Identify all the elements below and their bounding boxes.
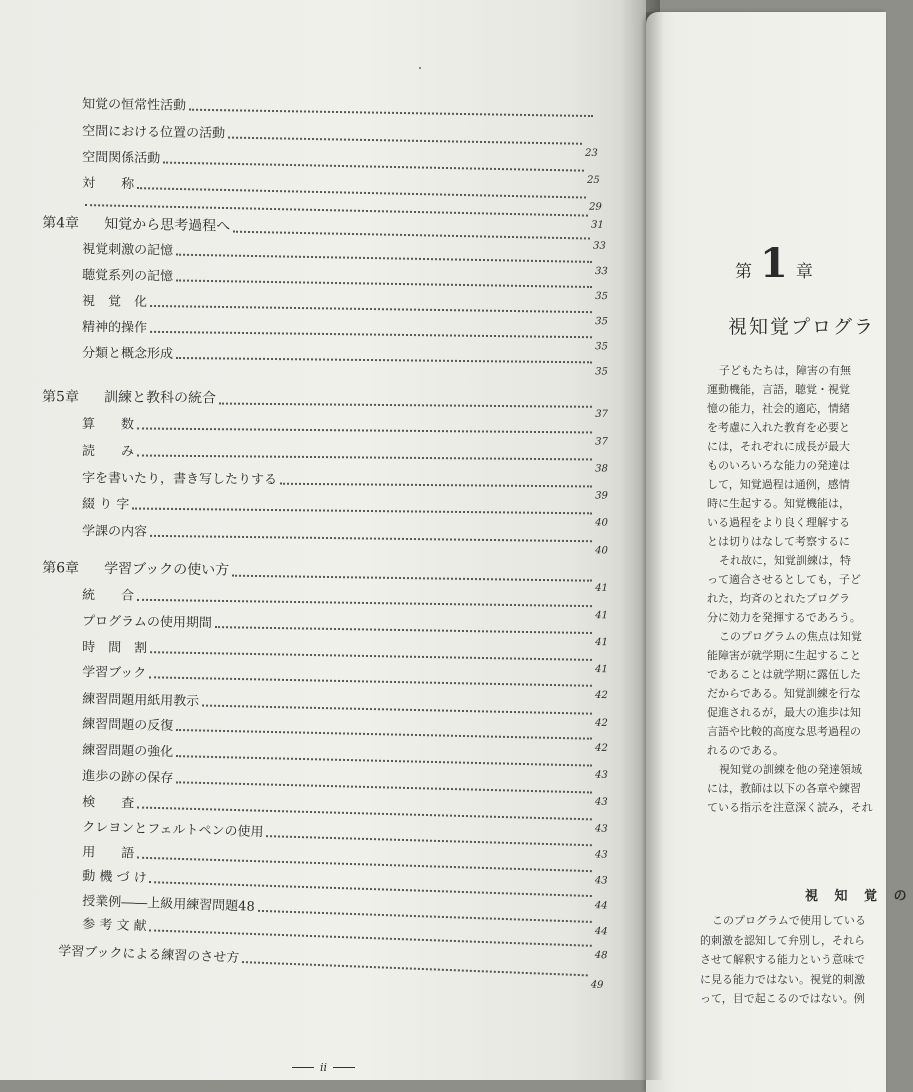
toc-entry-label (82, 93, 186, 114)
body-text-line: して，知覚過程は通例，感情 (707, 478, 850, 491)
toc-leader-dots (228, 137, 582, 145)
body-text-line: それ故に，知覚訓練は，特 (719, 554, 851, 567)
toc-chapter-row (42, 386, 608, 420)
toc-entry-label (82, 913, 147, 934)
toc-entry-label (82, 467, 277, 488)
toc-entry-label (82, 520, 147, 540)
toc-entry-label (82, 172, 134, 192)
speck (419, 67, 421, 69)
toc-page-number: 40 (595, 545, 608, 557)
toc-entry-label (82, 688, 199, 709)
toc-page-number: 35 (595, 366, 608, 378)
toc-page-number: 39 (595, 490, 608, 502)
body-text-line: 運動機能，言語，聴覚・視覚 (707, 383, 850, 396)
toc-page-number: 44 (594, 926, 608, 938)
toc-entry-text: 練習問題の反復 (82, 717, 174, 734)
toc-entry-label (82, 493, 129, 512)
toc-page-number: 42 (594, 717, 608, 730)
body-text-line: には，それぞれに成長が最大 (707, 440, 850, 453)
toc-leader-dots (137, 187, 586, 198)
toc-page-number: 35 (595, 291, 608, 303)
toc-leader-dots (150, 535, 592, 542)
toc-page-number: 38 (595, 463, 608, 475)
toc-leader-dots (132, 508, 592, 515)
body-text-line: 憶の能力，社会的適応，情緒 (707, 402, 850, 415)
toc-page-number: 44 (594, 900, 608, 912)
toc-leader-dots (232, 575, 592, 582)
toc-entry-text: 授業例――上級用練習問題48 (82, 894, 255, 915)
toc-page-number: 48 (594, 949, 608, 962)
body-text-line: だからである。知覚訓練を行な (707, 687, 861, 700)
toc-leader-dots (176, 755, 592, 766)
toc-page-number: 43 (594, 796, 608, 808)
toc-entry (82, 93, 596, 120)
toc-entry-text: 知覚の恒常性活動 (82, 97, 187, 114)
body-text-line: であることは就学期に露伍した (707, 668, 861, 681)
toc-entry-label (42, 386, 216, 408)
page-folio (292, 1061, 355, 1074)
toc-entry-label (82, 739, 173, 760)
toc-leader-dots (137, 454, 592, 460)
toc-leader-dots (266, 835, 592, 846)
chapter-title: 視知覚プログラ (728, 316, 876, 338)
toc-entry-text: 学課の内容 (82, 524, 148, 540)
toc-page-number: 37 (595, 436, 608, 448)
chapter-heading (735, 240, 813, 287)
toc-entry-label (82, 791, 134, 811)
toc-leader-dots (176, 781, 592, 793)
toc-entry-label (82, 865, 147, 886)
toc-entry (82, 520, 608, 557)
toc-entry-text: 綴 り 字 (82, 497, 130, 513)
toc-entry-label (42, 212, 230, 236)
toc-page-number: 41 (594, 663, 608, 676)
toc-leader-dots (233, 231, 590, 240)
toc-entry-text: 進歩の跡の保存 (82, 769, 174, 787)
toc-entry-text: 用 語 (82, 845, 135, 862)
toc-page-number: 41 (595, 637, 608, 649)
toc-leader-dots (150, 305, 592, 313)
toc-entry-text: クレヨンとフェルトペンの使用 (82, 820, 264, 841)
folio-dash-right (333, 1067, 355, 1068)
toc-page-number: 43 (594, 849, 608, 861)
toc-leader-dots (176, 279, 592, 288)
body-text-line: 分に効力を発揮するであろう。 (707, 611, 861, 624)
toc-leader-dots (163, 162, 584, 172)
toc-entry-label (82, 636, 147, 656)
body-text-line: 子どもたちは，障害の有無 (719, 364, 851, 377)
toc-entry-label (82, 890, 255, 915)
toc-leader-dots (150, 331, 592, 338)
body-text-line: いる過程をより良く理解する (707, 516, 850, 529)
toc-leader-dots (176, 254, 592, 263)
body-text-line: 能障害が就学期に生起すること (707, 649, 861, 662)
toc-entry-label (82, 264, 173, 284)
toc-leader-dots (137, 427, 592, 433)
toc-leader-dots (176, 357, 592, 363)
toc-entry-text: 訓練と教科の統合 (104, 389, 217, 407)
toc-leader-dots (202, 705, 592, 715)
body-text-line: 視知覚の訓練を他の発達領域 (719, 763, 862, 776)
toc-entry-text: 空間における位置の活動 (82, 124, 226, 142)
body-text-line: 言語や比較的高度な思考過程の (707, 725, 861, 738)
body-text-line: 時に生起する。知覚機能は， (707, 497, 850, 510)
toc-page-number: 43 (594, 823, 608, 835)
toc-entry-label (82, 413, 134, 432)
toc-entry-text: 学習ブックによる練習のさせ方 (58, 944, 240, 966)
toc-entry-label (82, 584, 134, 604)
toc-entry-text: 精神的操作 (82, 320, 148, 336)
toc-entry-text: 対 称 (82, 176, 135, 193)
toc-entry (82, 440, 608, 475)
toc-entry-text: 統 合 (82, 588, 135, 604)
toc-leader-dots (176, 729, 592, 740)
body-text-line: には，教師は以下の各章や練習 (707, 782, 861, 795)
body-text-line: ものいろいろな能力の発達は (707, 459, 850, 472)
folio-number: ii (320, 1061, 328, 1074)
toc-entry-text: 検 査 (82, 795, 135, 812)
chapter-prefix: 第 (735, 262, 752, 282)
toc-page-number: 41 (595, 582, 608, 594)
toc-entry-label (82, 713, 173, 734)
toc-leader-dots (149, 929, 592, 946)
toc-chapter-row (42, 557, 608, 594)
toc-page-number: 42 (594, 742, 608, 755)
toc-page-number: 33 (592, 240, 606, 252)
toc-entry-label (82, 120, 225, 141)
toc-page-number: 29 (588, 201, 602, 213)
toc-entry-text: 聴覚系列の記憶 (82, 268, 174, 285)
body-text-line: 的刺激を認知して弁別し，それら (700, 933, 865, 947)
toc-entry-label (58, 940, 240, 966)
body-text-line: に見る能力ではない。視覚的刺激 (700, 972, 865, 986)
toc-page-number: 37 (595, 408, 608, 420)
chapter-number: 1 (760, 240, 788, 287)
toc-entry-text: 分類と概念形成 (82, 346, 174, 362)
toc-entry-text: 読 み (82, 444, 135, 460)
toc-entry-text: 字を書いたり，書き写したりする (82, 471, 278, 488)
toc-leader-dots (189, 109, 593, 117)
toc-page-number: 49 (590, 979, 604, 991)
toc-page-number: 33 (594, 265, 608, 278)
toc-entry-label (82, 342, 173, 362)
toc-entry (82, 316, 608, 353)
toc-page-number: 31 (590, 219, 604, 231)
body-text-line: とは切りはなして考察するに (707, 535, 850, 548)
toc-entry-text: プログラムの使用期間 (82, 614, 213, 632)
toc-entry (82, 467, 608, 502)
toc-entry-text: 学習ブックの使い方 (104, 560, 230, 579)
toc-leader-dots (242, 961, 588, 976)
toc-entry (82, 493, 608, 529)
toc-page-number: 43 (594, 875, 608, 887)
toc-entry-label (82, 816, 264, 840)
toc-entry-text: 参 考 文 献 (82, 917, 147, 935)
toc-entry-text: 練習問題の強化 (82, 743, 174, 761)
toc-entry-text: 視覚刺激の記憶 (82, 242, 174, 259)
toc-entry-label (82, 765, 173, 786)
body-text-line: させて解釈する能力という意味で (700, 953, 865, 966)
toc-entry-text: 算 数 (82, 417, 135, 433)
toc-page-number: 40 (595, 517, 608, 529)
toc-leader-dots (280, 483, 592, 488)
toc-entry-text: 動 機 づ け (82, 869, 147, 887)
toc-entry (82, 584, 608, 622)
toc-leader-dots (215, 626, 592, 634)
body-text-line: このプログラムで使用している (712, 914, 866, 927)
body-text-line: ている指示を注意深く読み，それ (707, 801, 873, 814)
toc-entry-label (82, 238, 173, 259)
toc-entry-label (82, 841, 135, 862)
toc-page-number: 35 (595, 316, 608, 328)
body-text-line: れた，均斉のとれたプログラ (707, 592, 850, 605)
toc-chapter-number: 第6章 (42, 560, 80, 577)
toc-entry-label (82, 146, 160, 166)
toc-entry-label (82, 440, 134, 459)
toc-entry-text: 空間関係活動 (82, 150, 161, 167)
toc-entry-text: 時 間 割 (82, 640, 148, 657)
toc-entry-label (42, 557, 229, 580)
toc-page-number: 41 (595, 610, 608, 622)
body-text-line: 促進されるが，最大の進歩は知 (707, 706, 861, 719)
body-text-line: って，目で起こるのではない。例 (700, 992, 865, 1005)
fold-shadow (646, 12, 664, 1080)
toc-leader-dots (137, 599, 592, 607)
toc-entry-text: 知覚から思考過程へ (104, 216, 231, 235)
toc-leader-dots (150, 651, 592, 661)
toc-chapter-number: 第4章 (42, 215, 80, 232)
toc-entry (82, 172, 602, 213)
toc-leader-dots (137, 806, 592, 820)
toc-entry-label (82, 661, 146, 681)
toc-page-number: 42 (594, 689, 608, 702)
section-heading: 視 知 覚 の (805, 889, 913, 904)
toc-entry (82, 342, 608, 378)
toc-entry-text: 視 覚 化 (82, 294, 148, 310)
body-text-line: って適合させるとしても，子ど (707, 573, 861, 586)
toc-entry-label (82, 290, 147, 310)
toc-page-number: 25 (586, 174, 600, 186)
toc-leader-dots (149, 676, 592, 687)
toc-page-number: 23 (584, 147, 598, 160)
toc-chapter-number: 第5章 (42, 389, 80, 406)
body-text-line: れるのである。 (707, 744, 784, 757)
toc-entry-text: 学習ブック (82, 665, 147, 682)
toc-leader-dots (219, 403, 592, 408)
toc-entry-text: 練習問題用紙用教示 (82, 692, 200, 710)
toc-entry (82, 413, 608, 448)
toc-page-number: 43 (594, 769, 608, 781)
folio-dash-left (292, 1067, 314, 1068)
toc-entry-label (82, 316, 147, 336)
chapter-suffix: 章 (795, 262, 813, 282)
body-text-line: を考慮に入れた教育を必要と (707, 421, 850, 434)
toc-page-number: 35 (595, 341, 608, 353)
toc-entry-label (82, 610, 212, 631)
body-text-line: このプログラムの焦点は知覚 (719, 630, 862, 643)
